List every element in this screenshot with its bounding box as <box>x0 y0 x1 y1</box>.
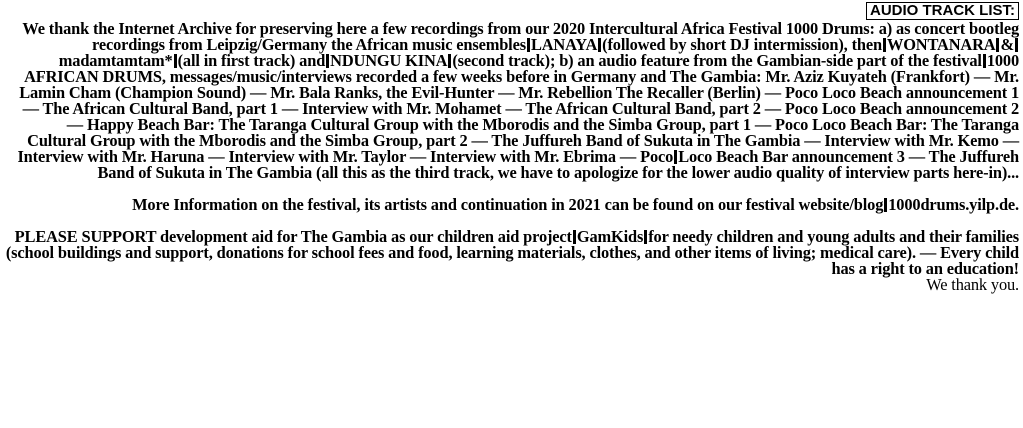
marker-glyph <box>1015 38 1018 52</box>
page-title: AUDIO TRACK LIST: <box>866 2 1019 20</box>
ensemble-wontanara: WONTANARA <box>886 35 996 54</box>
marker-glyph <box>573 230 576 244</box>
marker-glyph <box>644 230 647 244</box>
festival-site-link[interactable]: 1000drums.yilp.de. <box>888 195 1019 214</box>
gamkids-project: GamKids <box>576 227 644 246</box>
support-text-2: for needy children and young adults and their families (school buildings and support, donations for school fees and food, learning materials, clothes, and other items of living; medical care). — Every child has a right to an education! <box>5 227 1019 278</box>
marker-glyph <box>883 38 886 52</box>
intro-text-4: (second track); b) an audio feature from the Gambian-side part of the festival <box>452 51 982 70</box>
support-paragraph <box>4 229 1019 277</box>
marker-glyph <box>674 150 677 164</box>
intro-text-1: We thank the Internet Archive for preserving here a few recordings from our 2020 Intercultural Africa Festival 1000 Drums: a) as concert bootleg recordings from Leipzig/Germany the African music ensembles <box>22 19 1019 54</box>
intro-paragraph <box>4 21 1019 181</box>
track-list-document <box>4 2 1019 293</box>
ensemble-lanaya: LANAYA <box>530 35 598 54</box>
marker-glyph <box>448 54 451 68</box>
intro-text-2: (followed by short DJ intermission), then <box>602 35 882 54</box>
info-text: More Information on the festival, its artists and continuation in 2021 can be found on our festival website/blog <box>132 195 884 214</box>
ensemble-madamtamtam: madamtamtam* <box>58 51 173 70</box>
marker-glyph <box>527 38 530 52</box>
intro-text-3: (all in first track) and <box>177 51 326 70</box>
marker-glyph <box>884 198 887 212</box>
feature-track-list: 1000 AFRICAN DRUMS, messages/music/interviews recorded a few weeks before in Germany and The Gambia: Mr. Aziz Kuyateh (Frankfort) — Mr. Lamin Cham (Champion Sound) — Mr. Bala Ranks, the Evil-Hunter — Mr. Rebellion The Recaller (Berlin) — Poco Loco Beach announcement 1 — The African Cultural Band, part 1 — Interview with Mr. Mohamet — The African Cultural Band, part 2 — Poco Loco Beach announcement 2 — Happy Beach Bar: The Taranga Cultural Group with the Mborodis and the Simba Group, part 1 — Poco Loco Beach Bar: The Taranga Cultural Group with the Mborodis and the Simba Group, part 2 — The Juffureh Band of Sukuta in The Gambia — Interview with Mr. Kemo — Interview with Mr. Haruna — Interview with Mr. Taylor — Interview with Mr. Ebrima — Poco <box>17 51 1019 166</box>
marker-glyph <box>598 38 601 52</box>
info-paragraph <box>4 197 1019 213</box>
marker-glyph <box>983 54 986 68</box>
marker-glyph <box>174 54 177 68</box>
support-text-1: PLEASE SUPPORT development aid for The Gambia as our children aid project <box>14 227 572 246</box>
ensemble-ndungu-kina: NDUNGU KINA <box>330 51 448 70</box>
marker-glyph <box>326 54 329 68</box>
intro-text-5: Loco Beach Bar announcement 3 — The Juffureh Band of Sukuta in The Gambia (all this as the third track, we have to apologize for the lower audio quality of interview parts here-in)... <box>97 147 1019 182</box>
closing-thanks: We thank you. <box>926 275 1019 294</box>
ampersand: & <box>1000 35 1014 54</box>
